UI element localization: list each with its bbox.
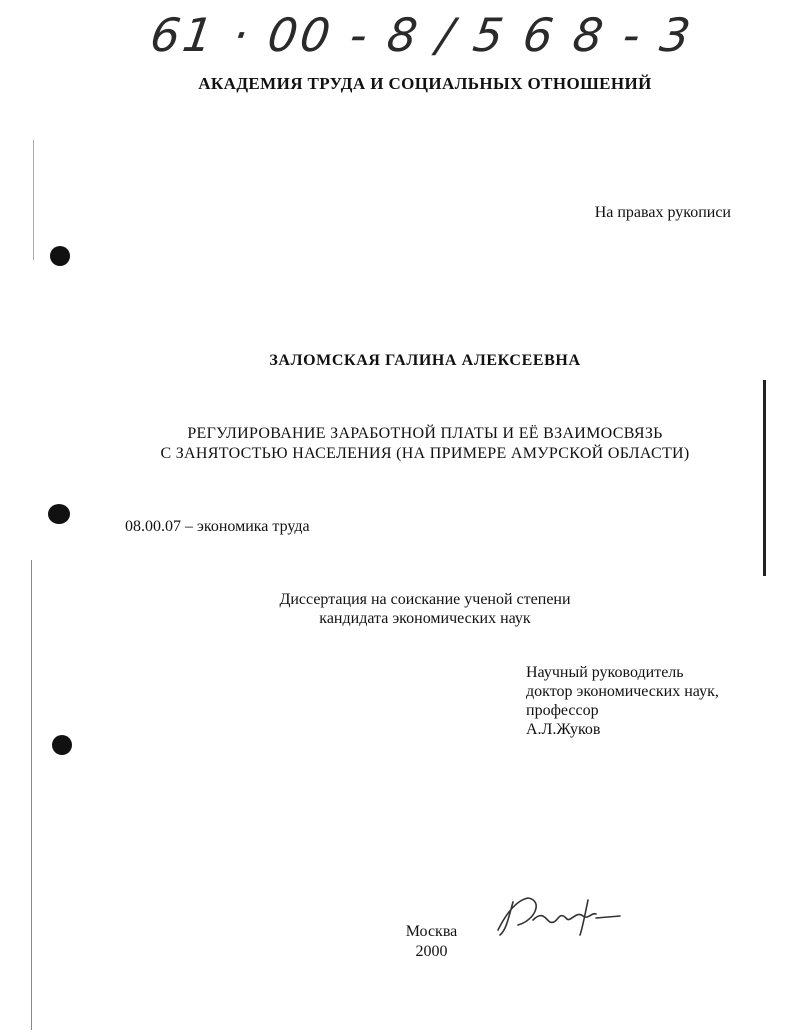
title-line-1: РЕГУЛИРОВАНИЕ ЗАРАБОТНОЙ ПЛАТЫ И ЕЁ ВЗАИМОСВЯЗЬ xyxy=(187,425,663,442)
punch-hole-bottom xyxy=(52,735,72,755)
degree-statement xyxy=(0,590,799,628)
punch-hole-middle xyxy=(48,504,70,524)
supervisor-line-4: А.Л.Жуков xyxy=(526,721,601,738)
dissertation-title xyxy=(0,424,799,464)
supervisor-line-1: Научный руководитель xyxy=(526,664,684,681)
archive-code-handwritten: 61 · 00 - 8 / 5 6 8 - 3 xyxy=(147,8,697,62)
punch-hole-top xyxy=(50,246,70,266)
rights-notice: На правах рукописи xyxy=(594,204,731,221)
supervisor-line-2: доктор экономических наук, xyxy=(526,683,719,700)
degree-line-2: кандидата экономических наук xyxy=(319,610,531,627)
specialty-code: 08.00.07 – экономика труда xyxy=(125,518,310,535)
degree-line-1: Диссертация на соискание ученой степени xyxy=(279,591,571,608)
supervisor-line-3: профессор xyxy=(526,702,599,719)
year: 2000 xyxy=(415,943,448,960)
city: Москва xyxy=(405,923,458,940)
author-name: ЗАЛОМСКАЯ ГАЛИНА АЛЕКСЕЕВНА xyxy=(269,352,581,369)
place-and-year xyxy=(0,922,799,962)
supervisor-block xyxy=(526,663,719,739)
institution-name: АКАДЕМИЯ ТРУДА И СОЦИАЛЬНЫХ ОТНОШЕНИЙ xyxy=(198,74,652,93)
title-line-2: С ЗАНЯТОСТЬЮ НАСЕЛЕНИЯ (НА ПРИМЕРЕ АМУРСКОЙ ОБЛАСТИ) xyxy=(160,445,690,462)
scan-edge-line-left-upper xyxy=(33,140,34,260)
scan-edge-line-right xyxy=(763,380,766,576)
